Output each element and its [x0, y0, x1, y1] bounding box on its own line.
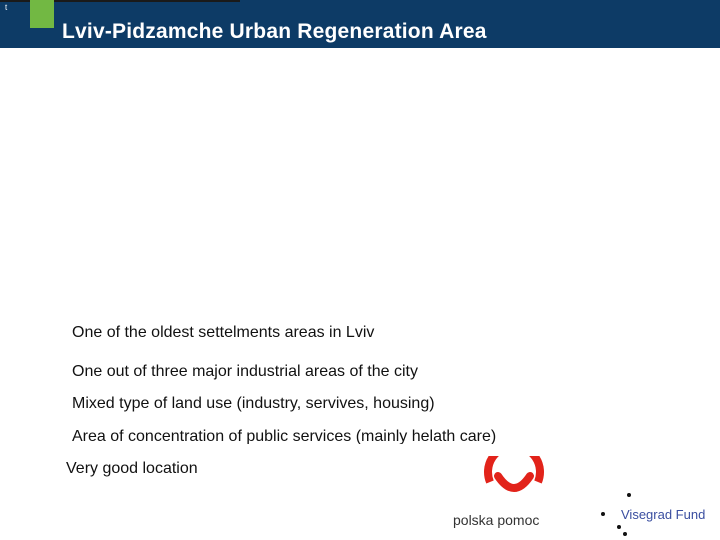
polska-pomoc-mark-icon [472, 456, 556, 512]
corner-mark: t [5, 3, 8, 12]
polska-pomoc-text: polska pomoc [453, 512, 540, 528]
bullet-item: Area of concentration of public services (mainly helath care) [72, 428, 497, 444]
slide-title: Lviv-Pidzamche Urban Regeneration Area [62, 20, 487, 43]
accent-square [30, 0, 54, 28]
bullet-item: Very good location [66, 460, 198, 477]
visegrad-fund-logo [593, 488, 720, 540]
bullet-item: Mixed type of land use (industry, servives, housing) [72, 395, 435, 412]
bullet-item: One of the oldest settelments areas in Lviv [72, 324, 375, 341]
slide-header [0, 0, 720, 48]
bullet-item: One out of three major industrial areas of the city [72, 363, 418, 380]
visegrad-fund-text: Visegrad Fund [621, 507, 706, 522]
polska-pomoc-logo [438, 444, 588, 540]
